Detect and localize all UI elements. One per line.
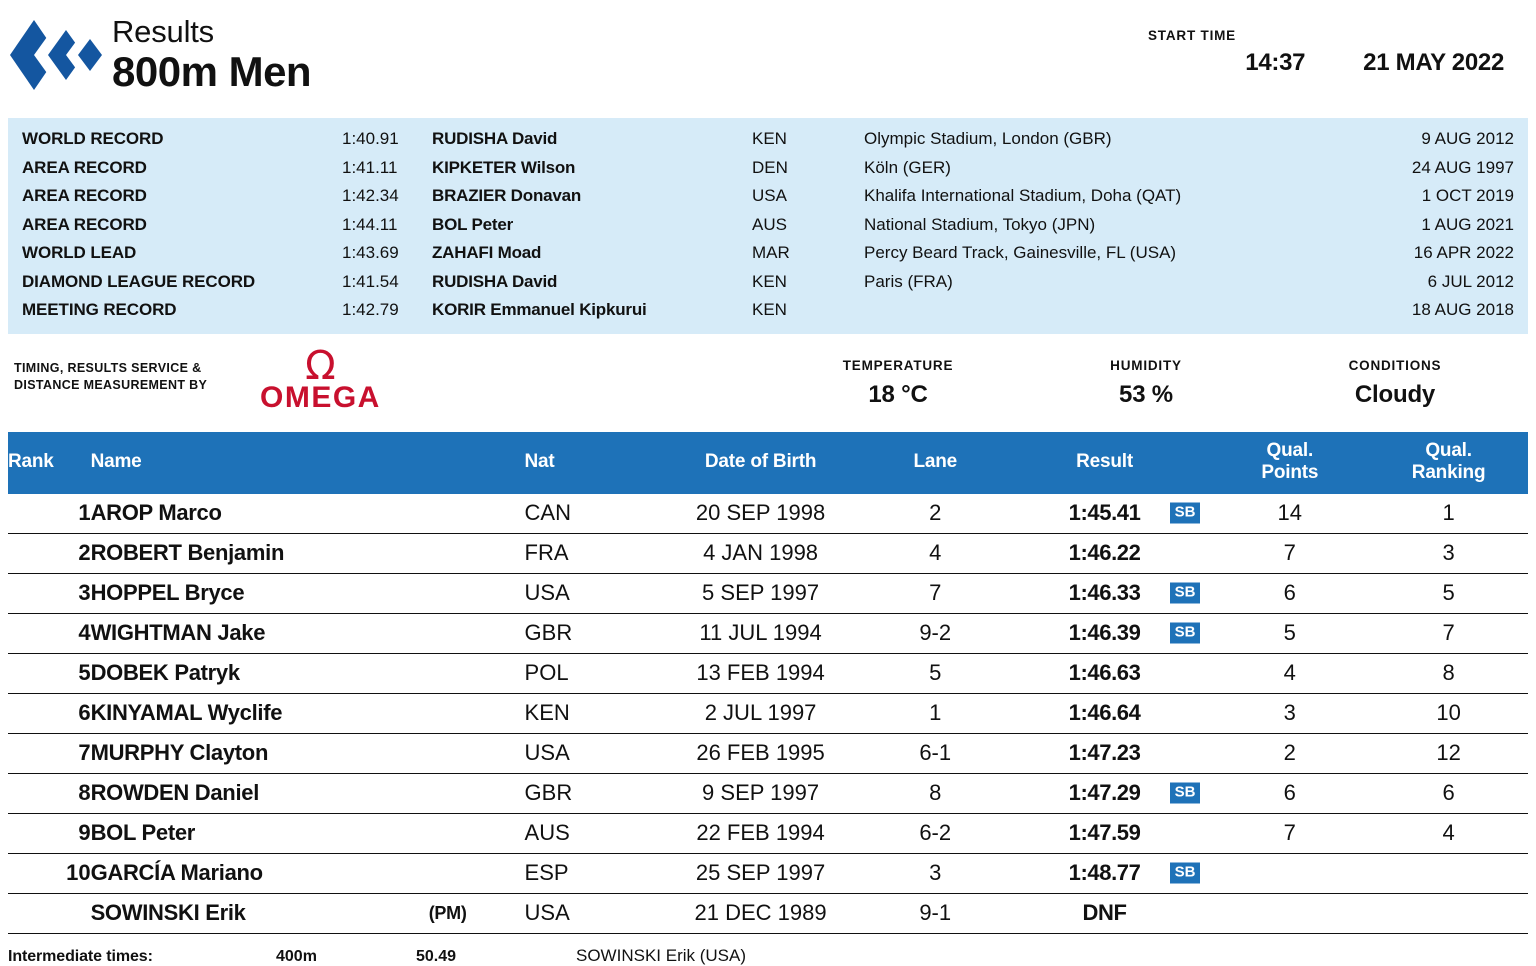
col-qual-ranking (1369, 432, 1528, 494)
record-athlete: BOL Peter (432, 214, 514, 234)
intermediate-athlete: SOWINSKI Erik (USA) (576, 945, 747, 965)
cell-nat: ESP (524, 859, 569, 885)
record-athlete: BRAZIER Donavan (432, 186, 582, 205)
table-row (8, 494, 1528, 534)
record-nat: USA (752, 186, 787, 205)
record-row (8, 239, 1528, 268)
athlete-name: AROP Marco (90, 499, 222, 525)
cell-nat: AUS (524, 819, 570, 845)
cell-rank: 10 (66, 859, 91, 885)
table-row (8, 533, 1528, 573)
cell-qual-ranking: 5 (1442, 579, 1455, 605)
record-venue: Percy Beard Track, Gainesville, FL (USA) (864, 243, 1177, 262)
temperature-cell (798, 358, 998, 409)
cell-nat: GBR (524, 779, 573, 805)
cell-name (91, 813, 525, 853)
cell-lane: 5 (929, 659, 942, 685)
cell-dob: 11 JUL 1994 (699, 619, 822, 645)
result-value: 1:46.39 (1068, 619, 1141, 645)
result-value: 1:47.59 (1068, 819, 1141, 845)
record-row (8, 154, 1528, 183)
col-qual-ranking-line1: Qual. (1425, 439, 1472, 461)
record-nat: KEN (752, 271, 787, 291)
cell-dob: 22 FEB 1994 (696, 819, 825, 845)
cell-rank: 4 (78, 619, 91, 645)
record-nat: KEN (752, 129, 787, 148)
cell-name (91, 773, 525, 813)
athlete-name: KINYAMAL Wyclife (90, 699, 283, 725)
col-qual-ranking-line2: Ranking (1411, 461, 1486, 483)
cell-qual-points: 14 (1277, 499, 1303, 525)
record-date: 9 AUG 2012 (1421, 129, 1514, 148)
table-row (8, 773, 1528, 813)
cell-result (999, 853, 1211, 893)
record-athlete: RUDISHA David (432, 129, 558, 148)
record-date: 6 JUL 2012 (1427, 271, 1514, 291)
record-type: AREA RECORD (22, 186, 147, 205)
cell-nat: CAN (524, 499, 571, 525)
record-time: 1:41.54 (342, 271, 399, 291)
status-badge: SB (1170, 623, 1201, 644)
conditions-value: Cloudy (1354, 380, 1436, 408)
cell-qual-points: 7 (1283, 539, 1296, 565)
table-header-row (8, 432, 1528, 494)
cell-dob: 4 JAN 1998 (703, 539, 819, 565)
cell-lane: 3 (929, 859, 942, 885)
cell-nat: USA (524, 899, 570, 925)
humidity-cell (1046, 358, 1246, 409)
results-table-body (8, 494, 1528, 934)
record-time: 1:42.34 (342, 186, 399, 205)
cell-qual-ranking (1369, 893, 1528, 933)
cell-rank: 6 (78, 699, 91, 725)
result-value: 1:48.77 (1068, 859, 1141, 885)
athlete-name: ROBERT Benjamin (90, 539, 285, 565)
cell-qual-points (1210, 853, 1369, 893)
record-venue: Olympic Stadium, London (GBR) (864, 129, 1112, 148)
record-time: 1:44.11 (342, 214, 398, 234)
col-rank: Rank (8, 432, 91, 494)
cell-name (91, 573, 525, 613)
humidity-label: HUMIDITY (1110, 357, 1182, 373)
record-type: WORLD RECORD (22, 129, 164, 148)
record-athlete: KIPKETER Wilson (432, 157, 576, 177)
record-time: 1:43.69 (342, 243, 399, 262)
cell-result (999, 533, 1211, 573)
record-type: MEETING RECORD (22, 300, 177, 319)
temperature-value: 18 °C (868, 380, 928, 408)
cell-lane: 9-2 (919, 619, 952, 645)
athlete-name: HOPPEL Bryce (90, 579, 245, 605)
athlete-name: WIGHTMAN Jake (90, 619, 266, 645)
cell-nat: USA (524, 579, 570, 605)
conditions-bar (8, 334, 1528, 432)
cell-dob: 9 SEP 1997 (702, 779, 820, 805)
cell-qual-points: 6 (1283, 779, 1296, 805)
record-date: 16 APR 2022 (1413, 243, 1514, 262)
athlete-name: GARCÍA Mariano (90, 859, 263, 885)
table-row (8, 693, 1528, 733)
cell-qual-ranking (1369, 853, 1528, 893)
cell-dob: 2 JUL 1997 (704, 699, 817, 725)
cell-qual-points: 2 (1283, 739, 1296, 765)
cell-lane: 8 (929, 779, 942, 805)
record-type: WORLD LEAD (22, 243, 137, 262)
status-badge: SB (1170, 583, 1201, 604)
intermediate-label: Intermediate times: (8, 947, 153, 965)
omega-symbol-icon: Ω (305, 342, 336, 389)
diamond-league-logo-icon (8, 12, 108, 98)
cell-name (91, 613, 525, 653)
table-row (8, 893, 1528, 933)
cell-result (999, 733, 1211, 773)
cell-nat: POL (524, 659, 569, 685)
cell-qual-points: 3 (1283, 699, 1296, 725)
col-qual-points-line2: Points (1261, 461, 1319, 483)
record-date: 1 AUG 2021 (1421, 214, 1514, 234)
cell-result (999, 494, 1211, 534)
timing-credit: TIMING, RESULTS SERVICE & DISTANCE MEASUREMENT BY (14, 360, 208, 392)
cell-qual-ranking: 8 (1442, 659, 1455, 685)
record-nat: DEN (752, 157, 788, 177)
cell-result (999, 893, 1211, 933)
record-venue: Köln (GER) (864, 157, 951, 177)
cell-rank: 7 (78, 739, 91, 765)
col-nat: Nat (525, 432, 650, 494)
cell-lane: 6-2 (919, 819, 952, 845)
results-table-head (8, 432, 1528, 494)
cell-qual-ranking: 3 (1442, 539, 1455, 565)
record-athlete: ZAHAFI Moad (432, 243, 542, 262)
athlete-name: SOWINSKI Erik (90, 899, 246, 925)
cell-nat: USA (524, 739, 570, 765)
cell-result (999, 613, 1211, 653)
record-athlete: RUDISHA David (432, 271, 558, 291)
table-row (8, 653, 1528, 693)
record-row (8, 182, 1528, 211)
record-nat: MAR (752, 243, 790, 262)
athlete-name: ROWDEN Daniel (90, 779, 260, 805)
cell-rank: 1 (78, 499, 91, 525)
status-badge: SB (1170, 863, 1201, 884)
start-time-label: START TIME (1148, 28, 1236, 43)
cell-rank: 8 (78, 779, 91, 805)
col-qual-points-line1: Qual. (1266, 439, 1314, 461)
col-lane: Lane (872, 432, 999, 494)
records-panel (8, 118, 1528, 334)
result-value: 1:47.29 (1068, 779, 1141, 805)
table-row (8, 613, 1528, 653)
intermediate-split: 400m (276, 947, 317, 965)
record-athlete: KORIR Emmanuel Kipkurui (432, 300, 647, 319)
record-row (8, 296, 1528, 325)
cell-dob: 25 SEP 1997 (695, 859, 826, 885)
status-badge: SB (1170, 783, 1201, 804)
cell-result (999, 773, 1211, 813)
record-time: 1:40.91 (342, 129, 399, 148)
conditions-cell (1280, 358, 1510, 409)
cell-qual-ranking: 1 (1442, 499, 1455, 525)
record-venue: National Stadium, Tokyo (JPN) (864, 214, 1096, 234)
cell-lane: 1 (929, 699, 942, 725)
cell-qual-ranking: 7 (1442, 619, 1455, 645)
cell-qual-ranking: 10 (1436, 699, 1461, 725)
table-row (8, 733, 1528, 773)
cell-qual-points: 5 (1283, 619, 1296, 645)
cell-rank: 3 (78, 579, 91, 605)
intermediate-time: 50.49 (416, 947, 457, 965)
record-row (8, 268, 1528, 297)
cell-dob: 20 SEP 1998 (695, 499, 826, 525)
cell-lane: 9-1 (919, 899, 952, 925)
result-value: DNF (1082, 899, 1127, 925)
event-title: 800m Men (112, 48, 312, 95)
omega-logo-icon (260, 342, 381, 414)
record-date: 24 AUG 1997 (1411, 157, 1514, 177)
col-qual-points (1210, 432, 1369, 494)
athlete-name: BOL Peter (90, 819, 196, 845)
omega-wordmark: OMEGA (260, 380, 381, 414)
cell-name (91, 533, 525, 573)
cell-name (91, 693, 525, 733)
cell-result (999, 653, 1211, 693)
pacemaker-tag: (PM) (428, 902, 467, 923)
cell-dob: 5 SEP 1997 (702, 579, 820, 605)
cell-name (91, 893, 525, 933)
cell-qual-ranking: 12 (1436, 739, 1461, 765)
cell-result (999, 573, 1211, 613)
result-value: 1:45.41 (1068, 499, 1141, 525)
col-result: Result (999, 432, 1211, 494)
event-date: 21 MAY 2022 (1363, 49, 1504, 76)
cell-name (91, 853, 525, 893)
cell-rank (8, 893, 91, 933)
table-row (8, 573, 1528, 613)
cell-qual-points: 4 (1283, 659, 1296, 685)
status-badge: SB (1170, 503, 1201, 524)
humidity-value: 53 % (1119, 380, 1173, 408)
record-type: AREA RECORD (22, 157, 147, 177)
cell-rank: 2 (78, 539, 91, 565)
conditions-label: CONDITIONS (1348, 357, 1442, 373)
cell-name (91, 733, 525, 773)
cell-nat: KEN (524, 699, 570, 725)
results-label: Results (112, 14, 214, 49)
cell-dob: 26 FEB 1995 (696, 739, 825, 765)
cell-qual-ranking: 4 (1442, 819, 1455, 845)
record-date: 18 AUG 2018 (1411, 300, 1514, 319)
cell-result (999, 813, 1211, 853)
page-title (112, 14, 311, 96)
result-value: 1:46.22 (1068, 539, 1141, 565)
cell-qual-ranking: 6 (1442, 779, 1455, 805)
record-time: 1:41.11 (342, 157, 398, 177)
record-row (8, 125, 1528, 154)
cell-nat: GBR (524, 619, 573, 645)
intermediate-times (8, 946, 1528, 966)
table-row (8, 853, 1528, 893)
result-value: 1:46.33 (1068, 579, 1141, 605)
cell-lane: 7 (929, 579, 942, 605)
result-value: 1:46.64 (1068, 699, 1141, 725)
temperature-label: TEMPERATURE (842, 357, 954, 373)
record-row (8, 211, 1528, 240)
cell-lane: 4 (929, 539, 942, 565)
record-type: AREA RECORD (22, 214, 147, 234)
col-name: Name (91, 432, 525, 494)
start-time-value: 14:37 (1245, 49, 1306, 76)
record-venue: Khalifa International Stadium, Doha (QAT) (864, 186, 1182, 205)
results-table (8, 432, 1528, 934)
athlete-name: DOBEK Patryk (90, 659, 240, 685)
record-nat: AUS (752, 214, 787, 234)
result-value: 1:47.23 (1068, 739, 1141, 765)
athlete-name: MURPHY Clayton (90, 739, 269, 765)
cell-qual-points: 7 (1283, 819, 1296, 845)
page-header (0, 0, 1536, 118)
cell-lane: 2 (929, 499, 942, 525)
start-time-block (1148, 28, 1504, 77)
cell-lane: 6-1 (919, 739, 952, 765)
cell-name (91, 653, 525, 693)
record-nat: KEN (752, 300, 787, 319)
cell-dob: 21 DEC 1989 (694, 899, 827, 925)
record-venue: Paris (FRA) (864, 271, 953, 291)
cell-result (999, 693, 1211, 733)
cell-rank: 5 (78, 659, 91, 685)
col-dob: Date of Birth (649, 432, 871, 494)
record-date: 1 OCT 2019 (1421, 186, 1514, 205)
cell-qual-points (1210, 893, 1369, 933)
cell-qual-points: 6 (1283, 579, 1296, 605)
cell-name (91, 494, 525, 534)
result-value: 1:46.63 (1068, 659, 1141, 685)
record-time: 1:42.79 (342, 300, 399, 319)
cell-rank: 9 (78, 819, 91, 845)
cell-nat: FRA (524, 539, 569, 565)
record-type: DIAMOND LEAGUE RECORD (22, 271, 256, 291)
cell-dob: 13 FEB 1994 (696, 659, 825, 685)
results-table-wrap (8, 432, 1528, 934)
table-row (8, 813, 1528, 853)
